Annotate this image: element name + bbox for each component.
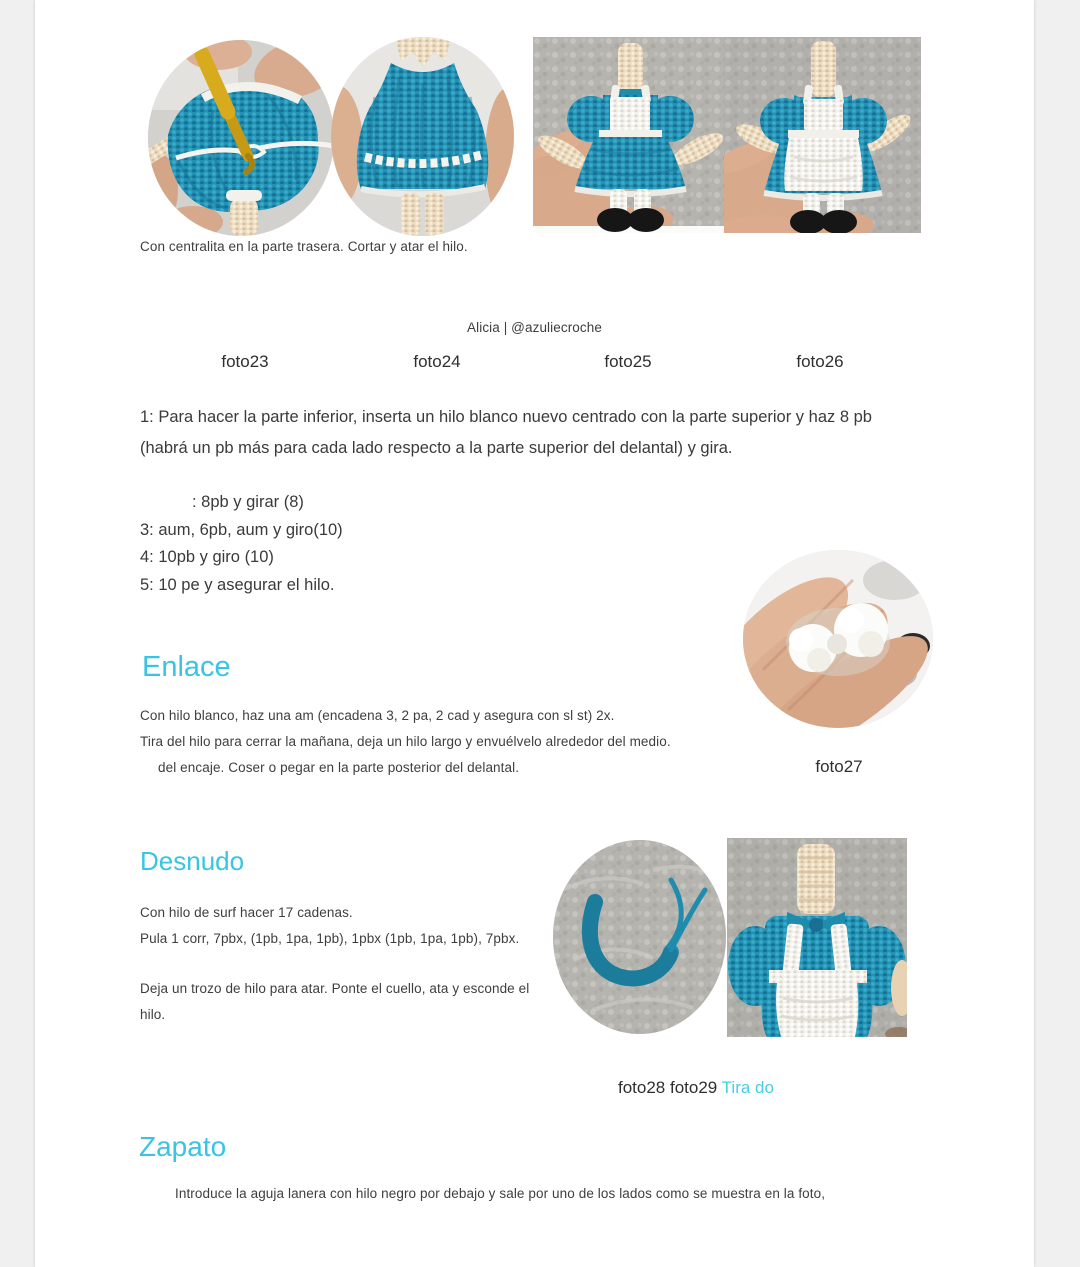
photo-foto28-collar — [553, 840, 726, 1034]
desnudo-line-3: Deja un trozo de hilo para atar. Ponte el cuello, ata y esconde el — [140, 981, 530, 996]
step-row-5: 5: 10 pe y asegurar el hilo. — [140, 575, 335, 594]
photo-foto26-doll-pinafore-front — [724, 37, 921, 233]
enlace-line-1: Con hilo blanco, haz una am (encadena 3, 2 pa, 2 cad y asegura con sl st) 2x. — [140, 708, 615, 723]
enlace-line-2: Tira del hilo para cerrar la mañana, deja un hilo largo y envuélvelo alrededor del medio. — [140, 734, 671, 749]
intro-paragraph: 1: Para hacer la parte inferior, inserta un hilo blanco nuevo centrado con la parte superior y haz 8 pb (habrá un pb más para cada lado respecto a la parte superior del delantal) y gira. — [140, 408, 872, 457]
zapato-line: Introduce la aguja lanera con hilo negro por debajo y sale por uno de los lados como se muestra en la foto, — [175, 1186, 826, 1201]
photo-label-foto27: foto27 — [815, 757, 863, 776]
steps-list — [140, 489, 343, 599]
credit-line: Alicia | @azuliecroche — [467, 320, 602, 335]
section-heading-enlace: Enlace — [142, 651, 231, 683]
desnudo-line-2: Pula 1 corr, 7pbx, (1pb, 1pa, 1pb), 1pbx (1pb, 1pa, 1pb), 7pbx. — [140, 931, 520, 946]
photo-caption-accent-link: Tira do — [721, 1078, 774, 1097]
photo-label-foto26: foto26 — [796, 352, 844, 371]
top-photos-caption: Con centralita en la parte trasera. Cortar y atar el hilo. — [140, 239, 468, 254]
desnudo-line-4: hilo. — [140, 1007, 166, 1022]
enlace-line-3: del encaje. Coser o pegar en la parte posterior del delantal. — [158, 760, 520, 775]
step-row-2: : 8pb y girar (8) — [192, 493, 304, 511]
desnudo-line-1: Con hilo de surf hacer 17 cadenas. — [140, 905, 353, 920]
photo-caption-plain: foto28 foto29 — [618, 1078, 722, 1097]
section-heading-zapato: Zapato — [139, 1131, 227, 1162]
photo-foto23-hook-on-dress — [148, 40, 334, 236]
photo-label-foto24: foto24 — [413, 352, 461, 371]
step-row-4: 4: 10pb y giro (10) — [140, 548, 274, 566]
photo-foto27-white-bow — [743, 550, 933, 728]
section-heading-desnudo: Desnudo — [140, 846, 245, 876]
photo-foto29-doll-back-closeup — [727, 838, 907, 1037]
photo-caption-foto28-29 — [618, 1078, 838, 1098]
photo-foto25-doll-bib-front — [533, 37, 726, 233]
photo-foto24-dress-back — [331, 37, 514, 236]
photo-label-foto25: foto25 — [604, 352, 652, 371]
photo-label-foto23: foto23 — [221, 352, 269, 371]
step-row-3: 3: aum, 6pb, aum y giro(10) — [140, 520, 343, 539]
